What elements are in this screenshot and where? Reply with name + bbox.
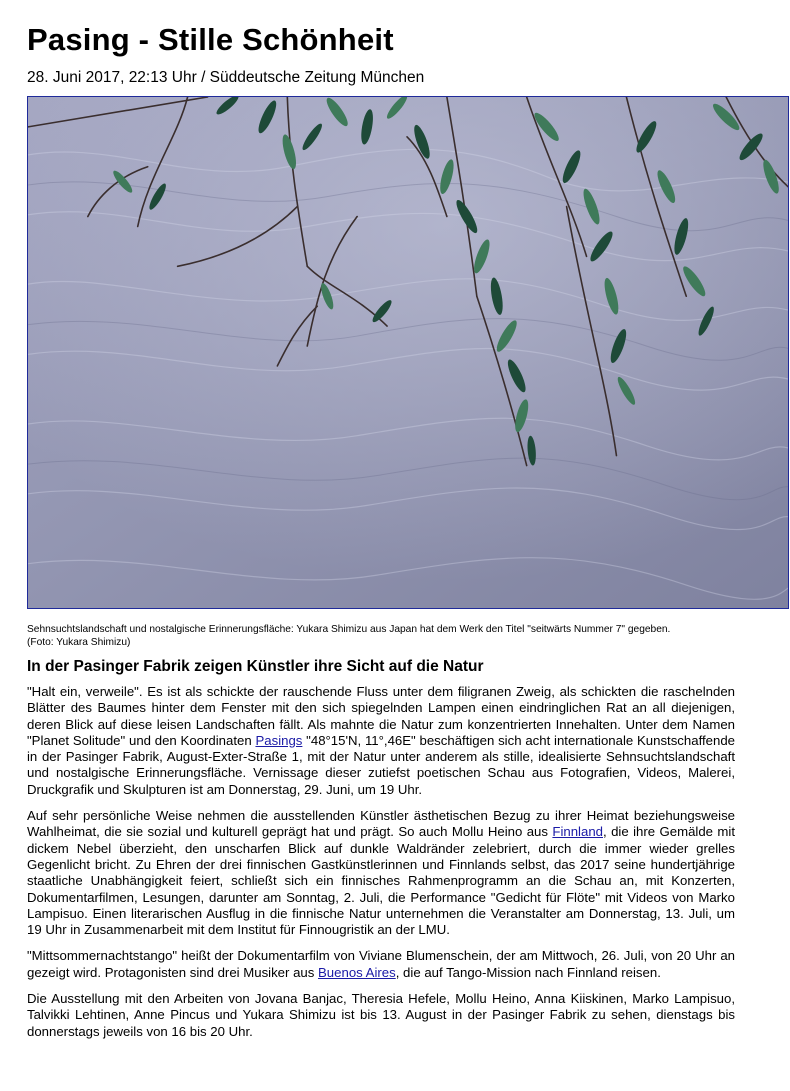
paragraph-1-text-b: "48°15'N, 11°,46E" beschäftigen sich acht internationale Kunstschaffende in der Pasinger Fabrik, August-Exter-Straße 1, mit der Natur unter anderem als stille, idealisierte Sehnsuchtslandschaft und nostalgische Erinnerungsfläche. Vernissage dieser zutiefst poetischen Schau aus Fotografien, Videos, Malerei, Druckgrafik und Skulpturen ist am Donnerstag, 29. Juni, um 19 Uhr. [27,732,735,797]
paragraph-3-text-b: , die auf Tango-Mission nach Finnland reisen. [395,964,661,980]
article-title: Pasing - Stille Schönheit [27,22,394,57]
caption-credit: (Foto: Yukara Shimizu) [27,637,131,648]
article-photo [27,96,789,609]
article-dateline: 28. Juni 2017, 22:13 Uhr / Süddeutsche Zeitung München [27,69,425,86]
paragraph-4: Die Ausstellung mit den Arbeiten von Jovana Banjac, Theresia Hefele, Mollu Heino, Anna Kiiskinen, Marko Lampisuo, Talvikki Lehtinen, Anne Pincus und Yukara Shimizu ist bis 13. August in der Pasinger Fabrik zu sehen, dienstags bis donnerstags jeweils von 16 bis 20 Uhr. [27,991,735,1039]
article-body [27,684,735,1050]
willow-branch-artwork [28,97,788,608]
paragraph-2 [27,808,735,938]
caption-text: Sehnsuchtslandschaft und nostalgische Erinnerungsfläche: Yukara Shimizu aus Japan hat dem Werk den Titel "seitwärts Nummer 7" gegeben. [27,624,671,635]
paragraph-2-text-b: , die ihre Gemälde mit dickem Nebel überzieht, den unscharfen Blick auf dunkle Waldränder zelebriert, durch die immer wieder grelles Gegenlicht bricht. Zu Ehren der drei finnischen Gastkünstlerinnen und Finnlands selbst, das 2017 seine hundertjährige staatliche Unabhängigkeit feiert, schließt sich ein finnisches Rahmenprogramm an die Schau an, mit Konzerten, Dokumentarfilmen, Lesungen, darunter am Sonntag, 2. Juli, die Performance "Gedicht für Flöte" mit Videos von Marko Lampisuo. Einen literarischen Ausflug in die finnische Natur unternehmen die Veranstalter am Donnerstag, 13. Juli, um 19 Uhr in Zusammenarbeit mit dem Institut für Finnougristik an der LMU. [27,824,736,938]
link-pasings[interactable]: Pasings [255,732,303,748]
paragraph-3 [27,948,735,981]
paragraph-1-text-a: "Halt ein, verweile". Es ist als schickte der rauschende Fluss unter dem filigranen Zweig, als schickten die raschelnden Blätter des Baumes hinter dem Fenster mit den sich spiegelnden Lampen einen eindringlichen Rat an all diejenigen, deren Blick auf diese leisen Landschaften fällt. Als mahnte die Natur zum konzentrierten Innehalten. Unter dem Namen "Planet Solitude" und den Koordinaten [27,684,735,748]
link-buenos-aires[interactable]: Buenos Aires [318,964,396,980]
paragraph-3-text-a: "Mittsommernachtstango" heißt der Dokumentarfilm von Viviane Blumenschein, der am Mittwoch, 26. Juli, von 20 Uhr an gezeigt wird. Protagonisten sind drei Musiker aus [27,948,735,980]
photo-caption [27,623,767,649]
link-finnland[interactable]: Finnland [552,824,603,840]
paragraph-2-text-a: Auf sehr persönliche Weise nehmen die ausstellenden Künstler ästhetischen Bezug zu ihrer Heimat beziehungsweise Wahlheimat, die sie sozial und kulturell geprägt hat und prägt. So auch Mollu Heino aus [27,808,735,840]
article-subheading: In der Pasinger Fabrik zeigen Künstler ihre Sicht auf die Natur [27,658,484,675]
paragraph-1 [27,684,735,798]
